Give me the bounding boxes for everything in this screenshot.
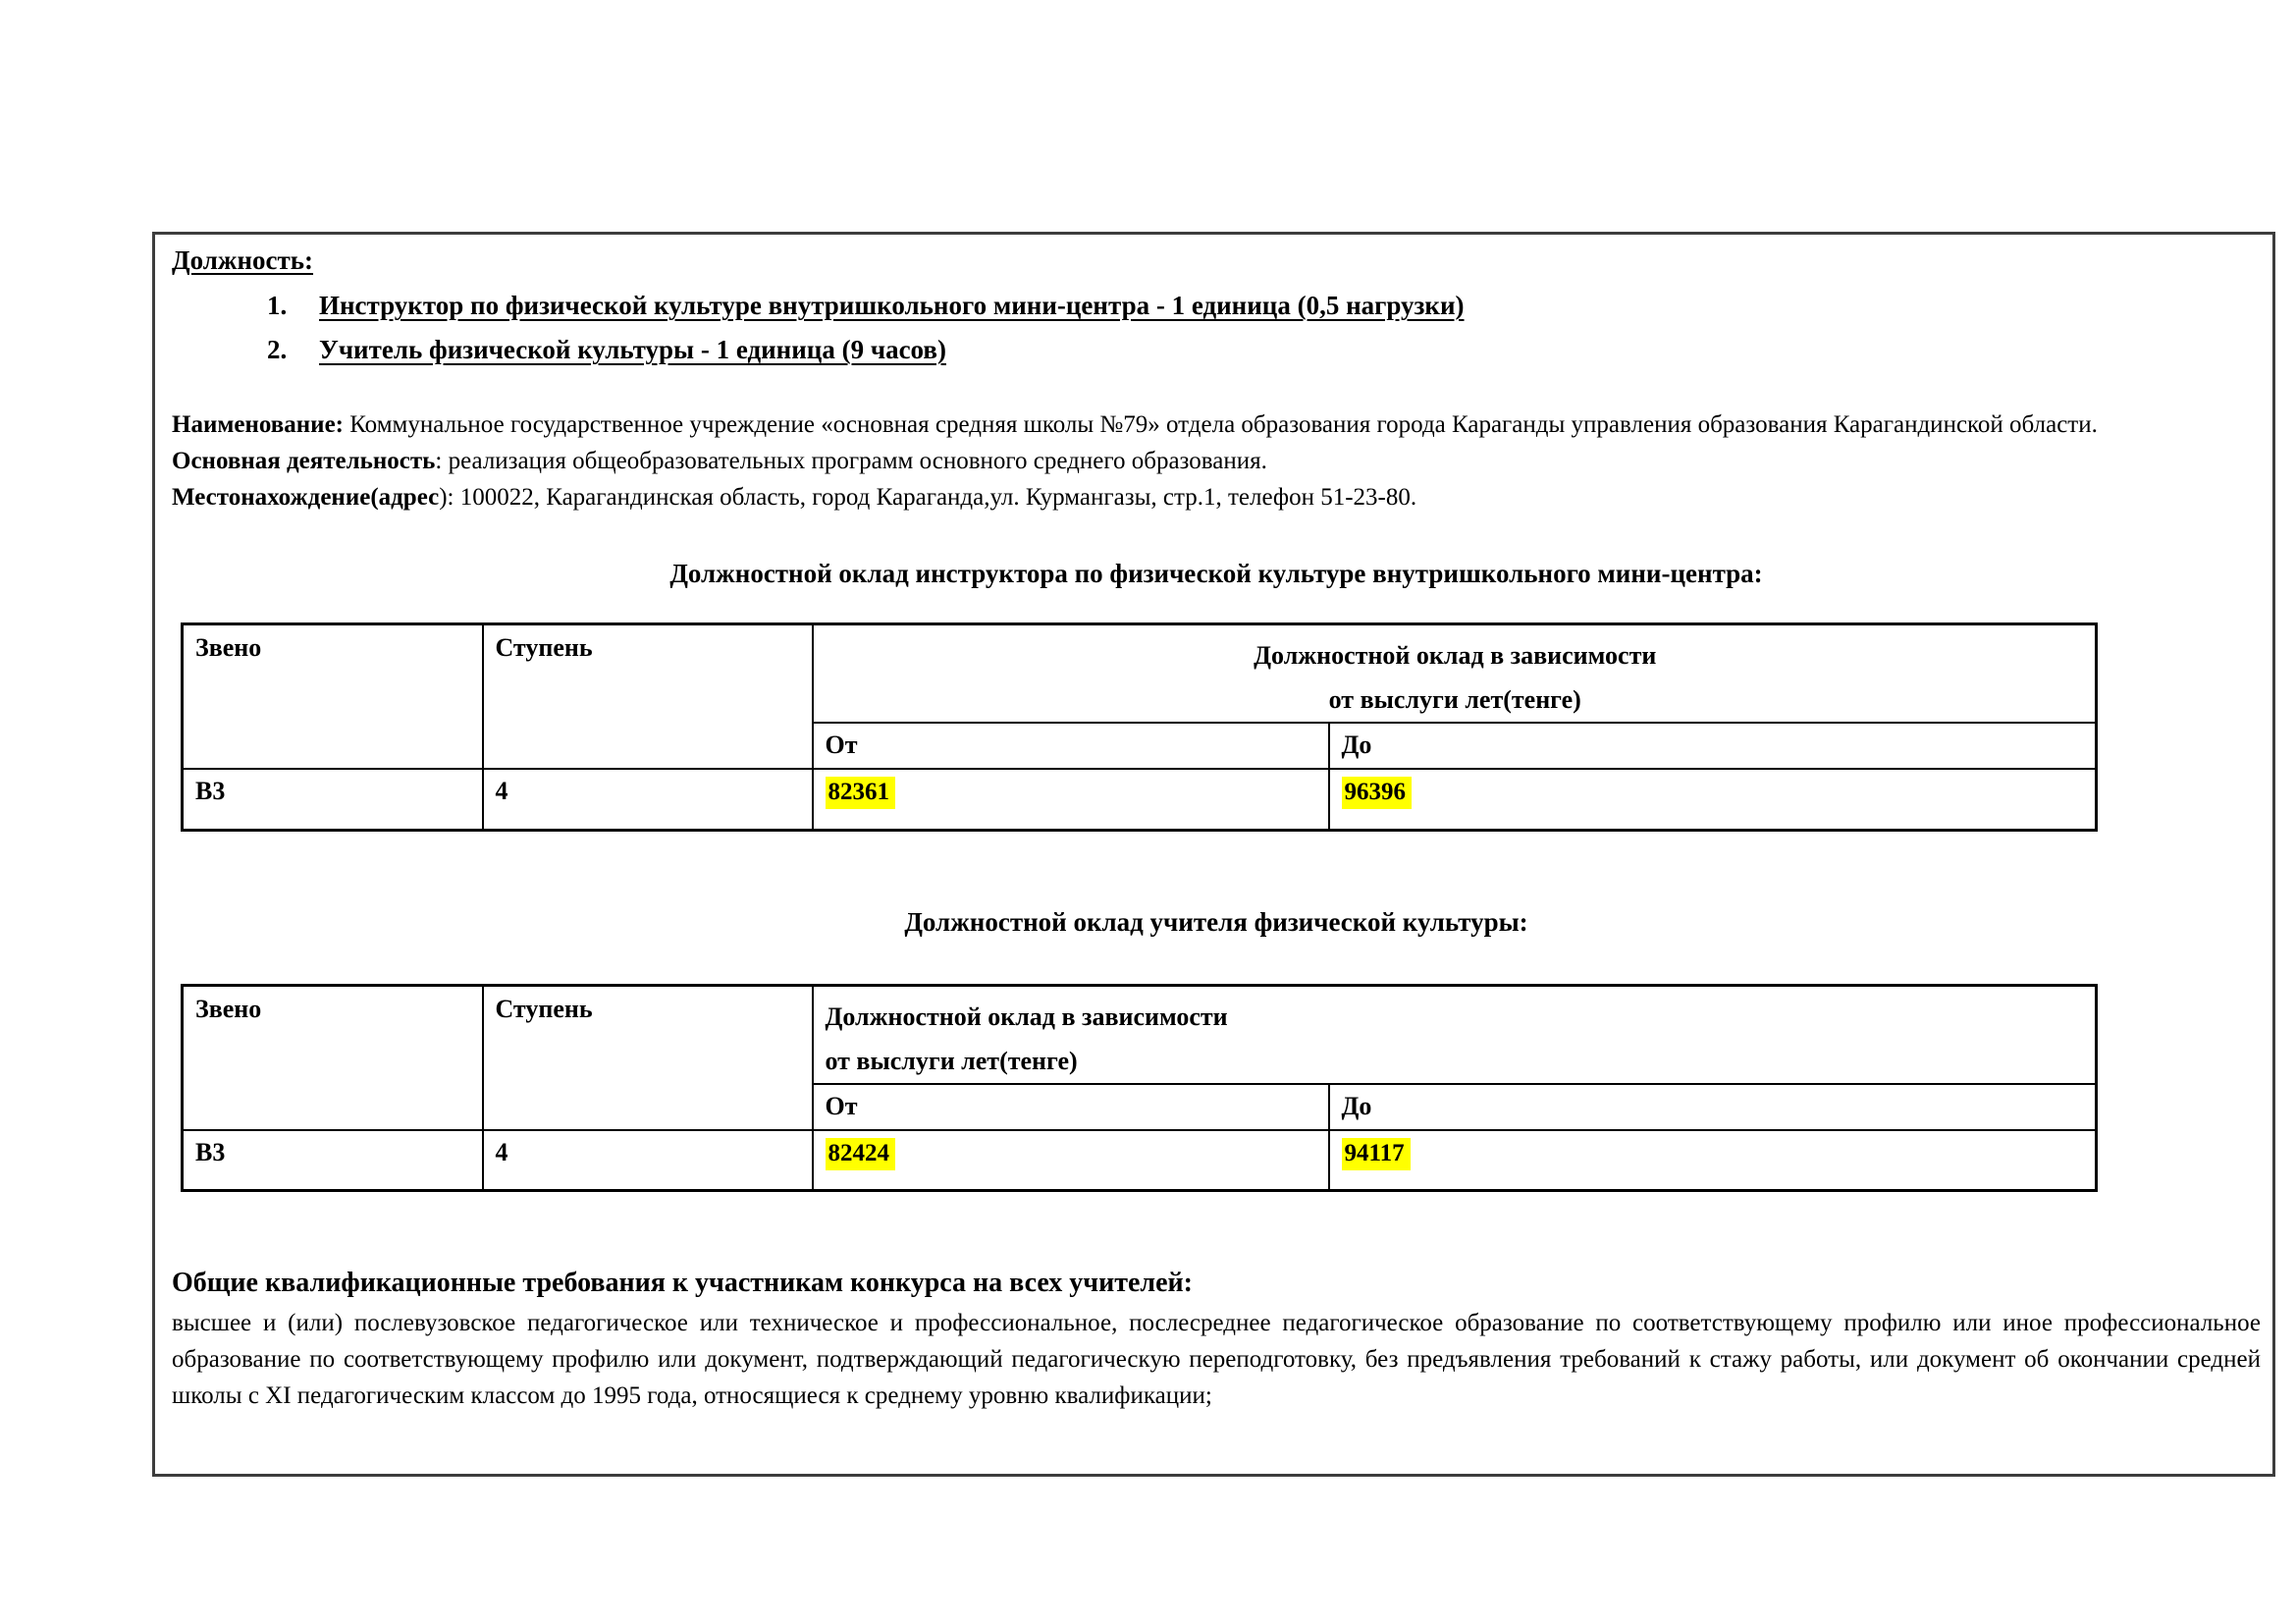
salary-to-highlight: 94117 — [1342, 1138, 1411, 1170]
activity-paragraph — [172, 443, 2261, 479]
org-name-label: Наименование: — [172, 411, 344, 438]
zveno-value-cell: В3 — [183, 769, 483, 830]
stupen-header-cell: Ступень — [483, 985, 813, 1130]
salary-header-cell — [813, 624, 2097, 724]
salary-header-line1: Должностной оклад в зависимости — [1254, 641, 1657, 670]
qualifications-heading: Общие квалификационные требования к участникам конкурса на всех учителей: — [172, 1268, 1193, 1298]
salary-heading-teacher: Должностной оклад учителя физической культуры: — [904, 906, 1528, 937]
salary-from-highlight: 82361 — [826, 777, 896, 809]
address-label: Местонахождение(адрес — [172, 484, 440, 511]
salary-table-teacher — [181, 984, 2098, 1193]
position-number: 1. — [267, 291, 288, 320]
position-heading: Должность: — [172, 245, 314, 275]
salary-header-line2: от выслуги лет(тенге) — [825, 1046, 1078, 1075]
stupen-header-cell: Ступень — [483, 624, 813, 770]
address-text: ): 100022, Карагандинская область, город Караганда,ул. Курмангазы, стр.1, телефон 51-23-80. — [439, 484, 1417, 511]
zveno-header-cell: Звено — [183, 985, 483, 1130]
position-text: Учитель физической культуры - 1 единица (9 часов) — [319, 335, 946, 364]
salary-to-highlight: 96396 — [1342, 777, 1413, 809]
org-name-text: Коммунальное государственное учреждение «основная средняя школы №79» отдела образования города Караганды управления образования Карагандинской области. — [344, 411, 2098, 438]
org-name-paragraph — [172, 406, 2261, 443]
from-header-cell: От — [813, 1084, 1329, 1130]
stupen-value-cell: 4 — [483, 769, 813, 830]
qualifications-text: высшее и (или) послевузовское педагогическое или техническое и профессиональное, послесреднее педагогическое образование по соответствующему профилю или иное профессиональное образование по соответствующему профилю или документ, подтверждающий педагогическую переподготовку, без предъявления требований к стажу работы, или документ об окончании средней школы с XI педагогическим классом до 1995 года, относящиеся к среднему уровню квалификации; — [172, 1310, 2261, 1409]
to-value-cell — [1329, 1130, 2097, 1191]
document-frame — [152, 232, 2275, 1477]
position-text: Инструктор по физической культуре внутришкольного мини-центра - 1 единица (0,5 нагрузки) — [319, 291, 1465, 320]
from-header-cell: От — [813, 723, 1329, 769]
organization-info — [172, 406, 2261, 515]
zveno-value-cell: В3 — [183, 1130, 483, 1191]
address-paragraph — [172, 479, 2261, 515]
from-value-cell — [813, 1130, 1329, 1191]
salary-heading-instructor: Должностной оклад инструктора по физической культуре внутришкольного мини-центра: — [669, 559, 1763, 588]
to-value-cell — [1329, 769, 2097, 830]
position-number: 2. — [267, 335, 288, 364]
salary-header-cell — [813, 985, 2097, 1084]
from-value-cell — [813, 769, 1329, 830]
position-item — [172, 328, 2261, 372]
activity-label: Основная деятельность — [172, 448, 436, 474]
to-header-cell: До — [1329, 1084, 2097, 1130]
position-list — [172, 284, 2261, 372]
activity-text: : реализация общеобразовательных программ основного среднего образования. — [435, 448, 1267, 474]
salary-header-line2: от выслуги лет(тенге) — [1328, 685, 1581, 714]
salary-from-highlight: 82424 — [826, 1138, 896, 1170]
position-item — [172, 284, 2261, 328]
to-header-cell: До — [1329, 723, 2097, 769]
salary-table-instructor — [181, 623, 2098, 832]
zveno-header-cell: Звено — [183, 624, 483, 770]
salary-header-line1: Должностной оклад в зависимости — [825, 1001, 1228, 1031]
stupen-value-cell: 4 — [483, 1130, 813, 1191]
